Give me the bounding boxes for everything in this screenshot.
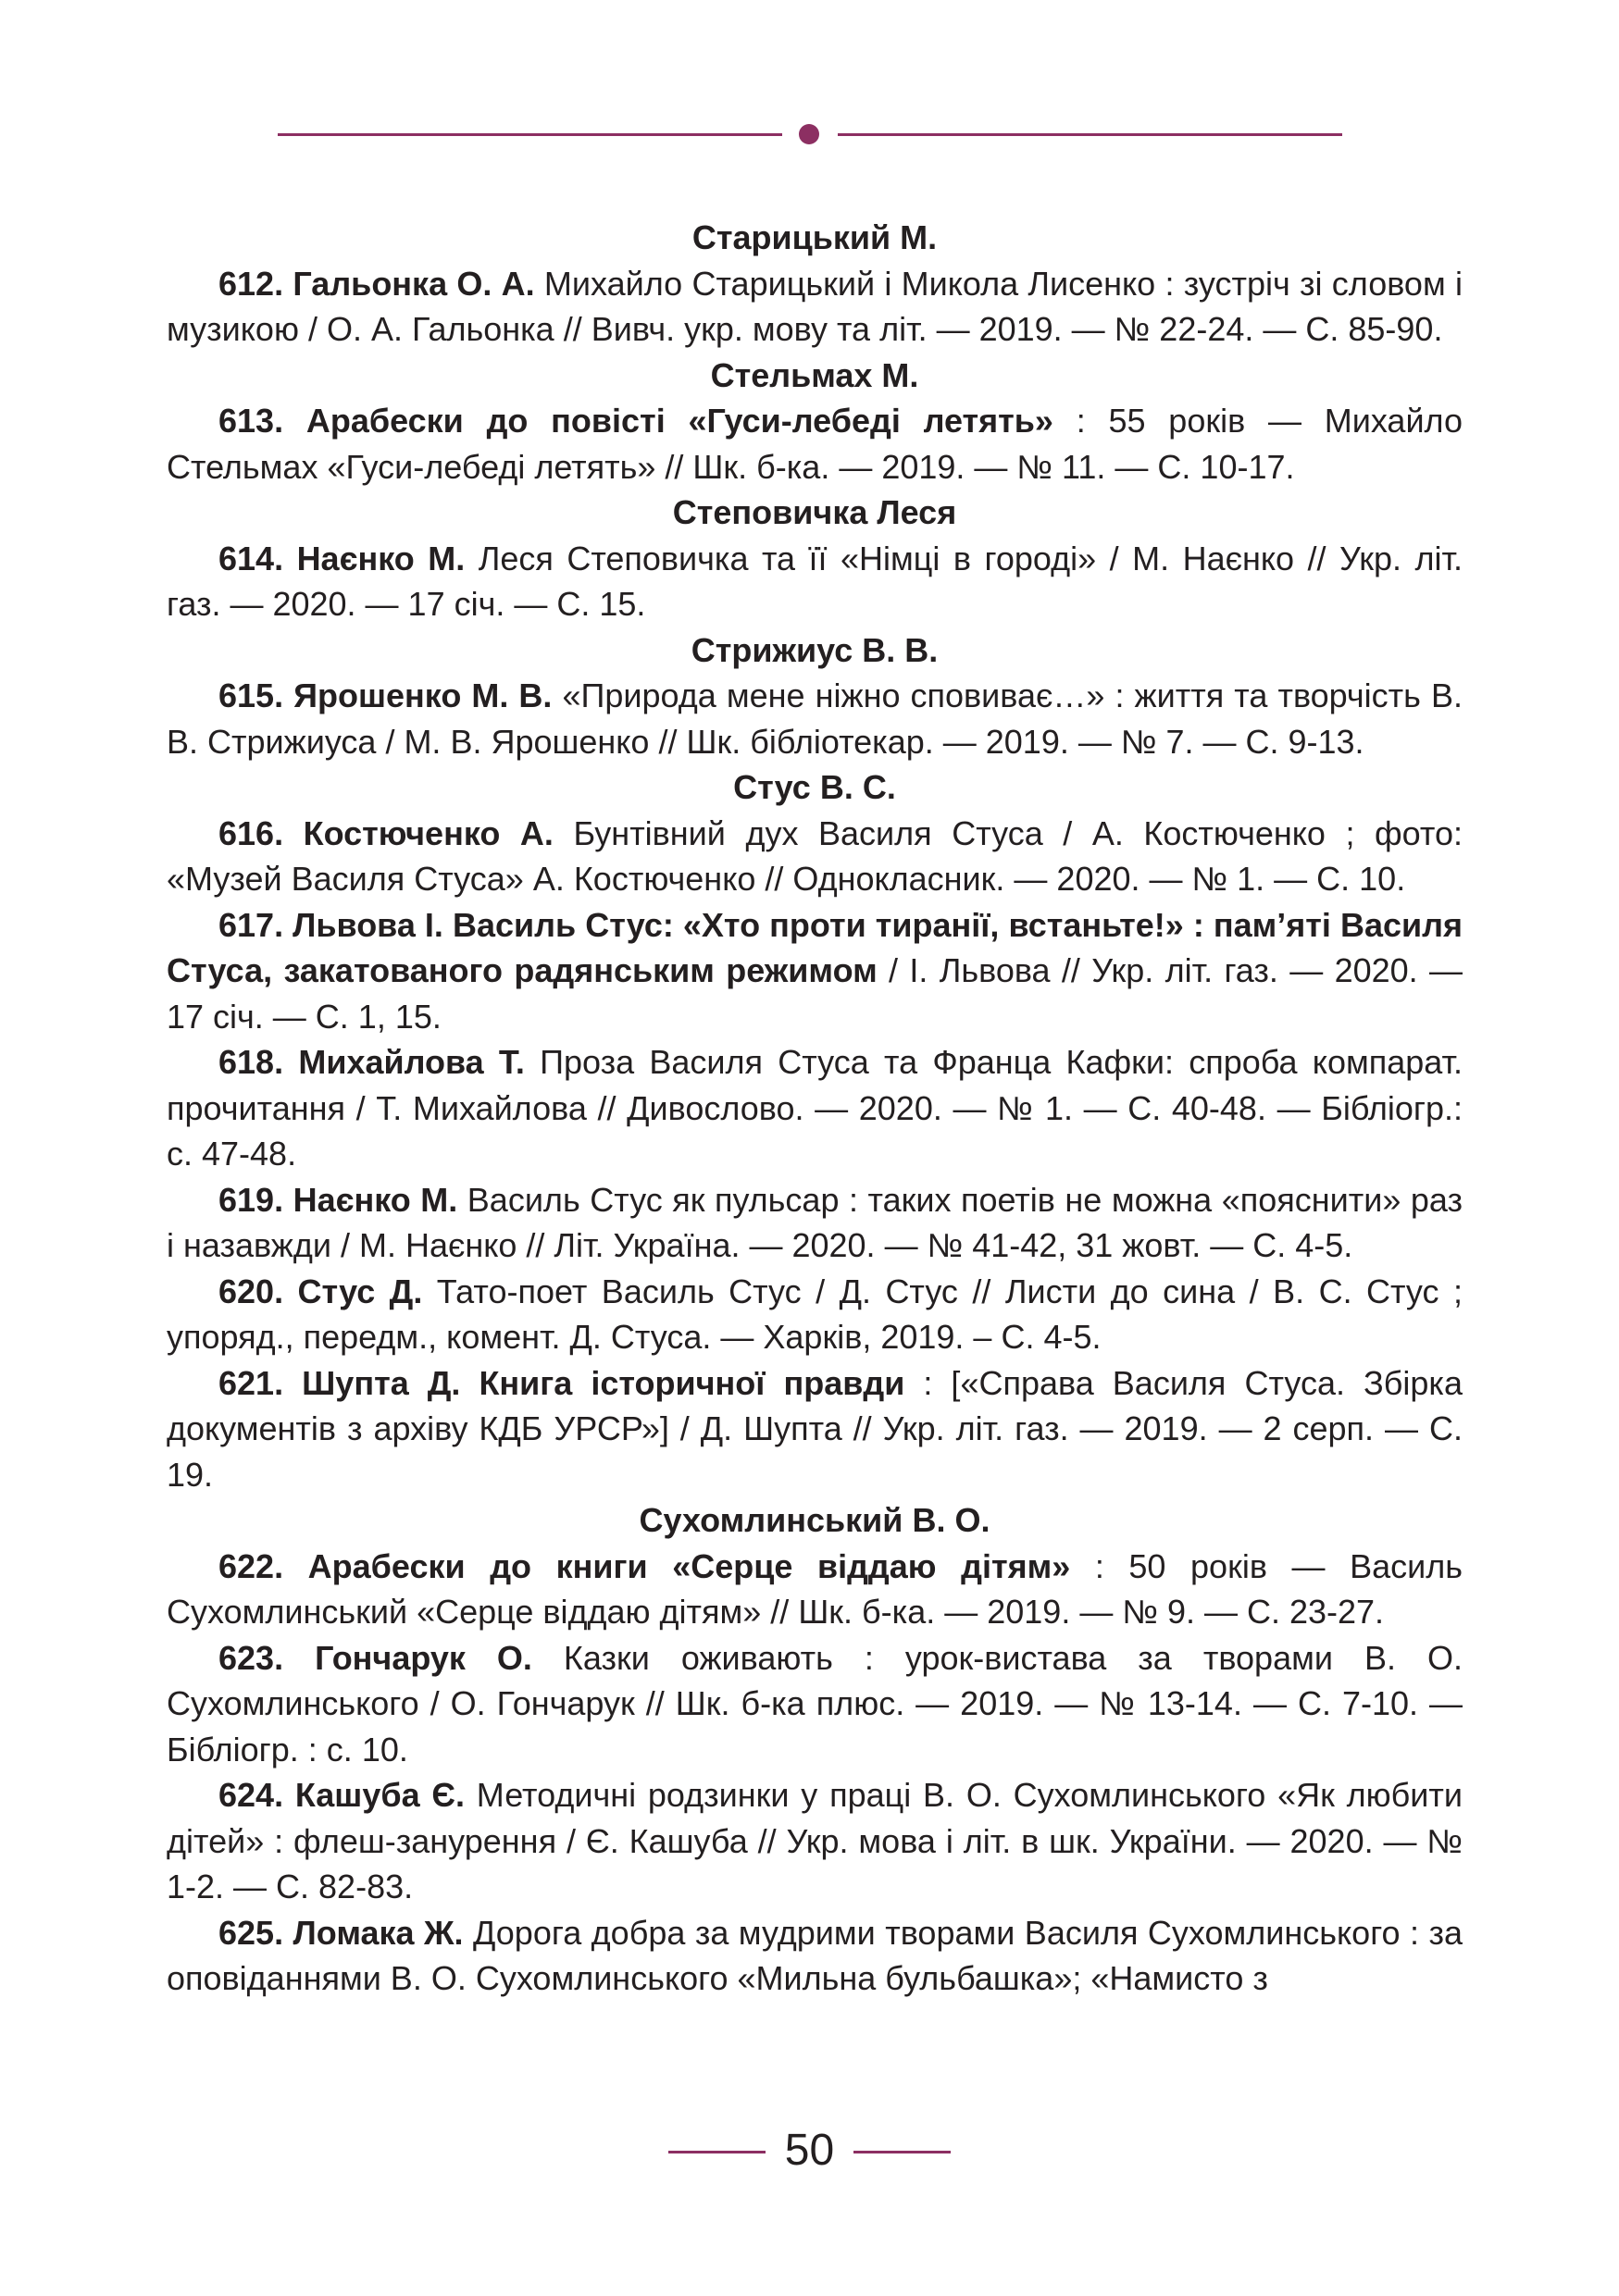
- entry-lead: Михайлова Т.: [298, 1043, 525, 1081]
- section-heading: Старицький М.: [691, 218, 938, 256]
- entry-text: Михайло Старицький і Микола Лисенко : зустріч зі словом і музикою / О. А. Гальонка // Вивч. укр. мову та літ. — 2019. — № 22-24. — С. 85-90.: [167, 264, 1463, 348]
- entry-lead: Шупта Д. Книга історичної правди: [302, 1363, 905, 1402]
- ornament-line-right: [838, 133, 1342, 136]
- footer-line-left: [668, 2151, 766, 2153]
- entry-text: : 55 років — Михайло Стельмах «Гуси-лебеді летять» // Шк. б-ка. — 2019. — № 11. — С. 10-17.: [167, 402, 1463, 486]
- bibliography-entry: [167, 1772, 1463, 1910]
- entry-lead: Арабески до повісті «Гуси-лебеді летять»: [305, 402, 1053, 440]
- entry-lead: Арабески до книги «Серце віддаю дітям»: [307, 1546, 1071, 1585]
- entry-text: «Природа мене ніжно сповиває…» : життя та творчість В. В. Стрижиуса / М. В. Ярошенко // Шк. бібліотекар. — 2019. — № 7. — С. 9-13.: [167, 676, 1463, 761]
- section-heading: Стус В. С.: [733, 768, 896, 806]
- ornament-dot: [799, 124, 819, 144]
- entry-number: 615.: [218, 676, 284, 714]
- bibliography-entry: [167, 1635, 1463, 1773]
- entry-number: 619.: [218, 1180, 284, 1219]
- bibliography-entry: [167, 1039, 1463, 1177]
- ornament-line-left: [278, 133, 782, 136]
- entry-lead: Гальонка О. А.: [293, 264, 535, 303]
- entry-number: 612.: [218, 264, 284, 303]
- entry-text: Дорога добра за мудрими творами Василя Сухомлинського : за оповіданнями В. О. Сухомлинського «Мильна бульбашка»; «Намисто з: [167, 1913, 1463, 1997]
- entry-text: / І. Львова // Укр. літ. газ. — 2020. — 17 січ. — С. 1, 15.: [167, 951, 1463, 1036]
- entry-number: 625.: [218, 1913, 284, 1952]
- entry-lead: Кашуба Є.: [294, 1776, 466, 1814]
- entry-lead: Стус Д.: [297, 1272, 423, 1310]
- entry-text: : 50 років — Василь Сухомлинський «Серце віддаю дітям» // Шк. б-ка. — 2019. — № 9. — С. 23-27.: [167, 1546, 1463, 1631]
- top-ornament: [278, 120, 1342, 148]
- entry-number: 618.: [218, 1043, 284, 1081]
- entry-number: 622.: [218, 1546, 284, 1585]
- entry-text: Бунтівний дух Василя Стуса / А. Костюченко ; фото: «Музей Василя Стуса» А. Костюченко // Однокласник. — 2020. — № 1. — С. 10.: [167, 813, 1463, 898]
- section-heading: Степовичка Леся: [672, 493, 957, 531]
- entry-lead: Костюченко А.: [303, 813, 554, 852]
- bibliography-entry: [167, 811, 1463, 902]
- entry-lead: Гончарук О.: [315, 1638, 532, 1677]
- section-heading: Сухомлинський В. О.: [639, 1501, 990, 1539]
- page-number: 50: [784, 2126, 835, 2175]
- entry-number: 620.: [218, 1272, 284, 1310]
- entry-number: 623.: [218, 1638, 284, 1677]
- bibliography-entry: [167, 536, 1463, 627]
- bibliography-entry: [167, 1269, 1463, 1360]
- footer-line-right: [853, 2151, 951, 2153]
- entry-text: Казки оживають : урок-вистава за творами В. О. Сухомлинського / О. Гончарук // Шк. б-ка плюс. — 2019. — № 13-14. — С. 7-10. — Бібліогр. : с. 10.: [167, 1638, 1463, 1769]
- entry-number: 616.: [218, 813, 284, 852]
- section-heading: Стрижиус В. В.: [691, 630, 939, 669]
- page-footer: [0, 2119, 1619, 2184]
- bibliography-content: [167, 215, 1463, 2002]
- bibliography-entry: [167, 1177, 1463, 1269]
- bibliography-entry: [167, 1910, 1463, 2002]
- entry-lead: Ярошенко М. В.: [293, 676, 553, 714]
- entry-text: Методичні родзинки у праці В. О. Сухомлинського «Як любити дітей» : флеш-занурення / Є. Кашуба // Укр. мова і літ. в шк. України. — 2020. — № 1-2. — С. 82-83.: [167, 1776, 1463, 1905]
- entry-number: 617.: [218, 905, 284, 944]
- entry-lead: Наєнко М.: [296, 539, 466, 577]
- entry-lead: Наєнко М.: [293, 1180, 458, 1219]
- entry-text: Тато-поет Василь Стус / Д. Стус // Листи до сина / В. С. Стус ; упоряд., передм., комент. Д. Стуса. — Харків, 2019. – С. 4-5.: [167, 1272, 1463, 1356]
- bibliography-entry: [167, 673, 1463, 764]
- entry-number: 614.: [218, 539, 284, 577]
- entry-lead: Львова І. Василь Стус: «Хто проти тиранії, встаньте!» : пам’яті Василя Стуса, закатованого радянським режимом: [167, 905, 1463, 989]
- bibliography-entry: [167, 398, 1463, 490]
- entry-text: Василь Стус як пульсар : таких поетів не можна «пояснити» раз і назавжди / М. Наєнко // Літ. Україна. — 2020. — № 41-42, 31 жовт. — С. 4-5.: [167, 1180, 1463, 1264]
- entry-number: 624.: [218, 1776, 284, 1814]
- bibliography-entry: [167, 1360, 1463, 1498]
- bibliography-entry: [167, 1544, 1463, 1635]
- entry-text: : [«Справа Василя Стуса. Збірка документів з архіву КДБ УРСР»] / Д. Шупта // Укр. літ. газ. — 2019. — 2 серп. — С. 19.: [167, 1363, 1463, 1494]
- bibliography-entry: [167, 261, 1463, 353]
- bibliography-entry: [167, 902, 1463, 1040]
- entry-text: Леся Степовичка та її «Німці в городі» / М. Наєнко // Укр. літ. газ. — 2020. — 17 січ. — С. 15.: [167, 539, 1463, 623]
- entry-lead: Ломака Ж.: [293, 1913, 464, 1952]
- entry-number: 613.: [218, 402, 284, 440]
- entry-text: Проза Василя Стуса та Франца Кафки: спроба компарат. прочитання / Т. Михайлова // Дивослово. — 2020. — № 1. — С. 40-48. — Бібліогр.: с. 47-48.: [167, 1043, 1463, 1173]
- entry-number: 621.: [218, 1363, 284, 1402]
- section-heading: Стельмах М.: [710, 355, 919, 394]
